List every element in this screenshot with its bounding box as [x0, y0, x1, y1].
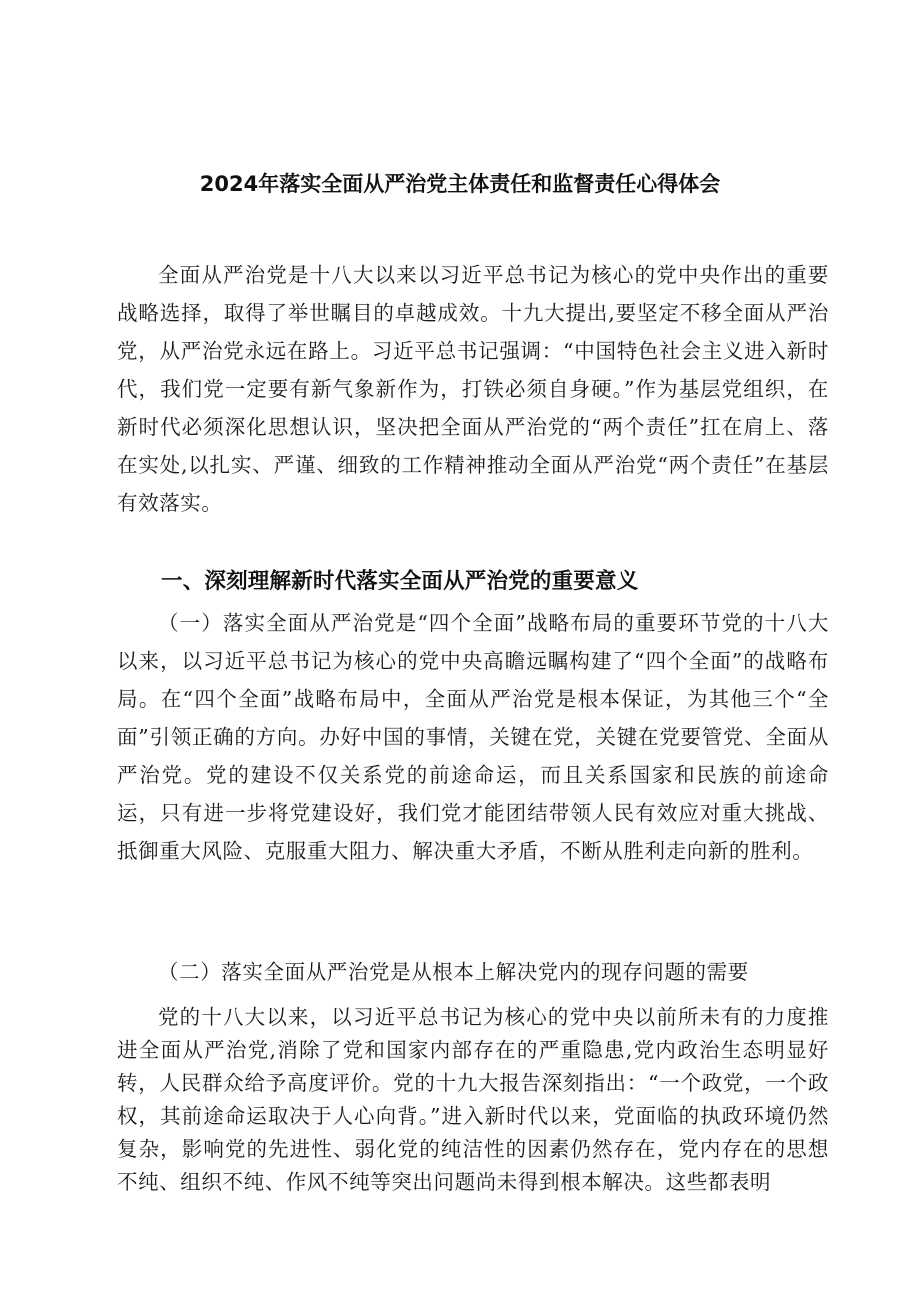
section-heading: 一、深刻理解新时代落实全面从严治党的重要意义 [161, 569, 639, 594]
document-title: 2024年落实全面从严治党主体责任和监督责任心得体会 [199, 172, 721, 196]
section-paragraph: 党的十八大以来，以习近平总书记为核心的党中央以前所未有的力度推进全面从严治党,消除了党和国家内部存在的严重隐患,党内政治生态明显好转，人民群众给予高度评价。党的十九大报告深刻指出：“一个政党，一个政权，其前途命运取决于人心向背。”进入新时代以来，党面临的执政环境仍然复杂，影响党的先进性、弱化党的纯洁性的因素仍然存在，党内存在的思想不纯、组织不纯、作风不纯等突出问题尚未得到根本解决。这些都表明 [117, 1005, 829, 1194]
section-subheading: （二）落实全面从严治党是从根本上解决党内的现存问题的需要 [158, 960, 749, 984]
section-paragraph: （一）落实全面从严治党是“四个全面”战略布局的重要环节党的十八大以来，以习近平总书记为核心的党中央高瞻远瞩构建了“四个全面”的战略布局。在“四个全面”战略布局中，全面从严治党是根本保证，为其他三个“全面”引领正确的方向。办好中国的事情，关键在党，关键在党要管党、全面从严治党。党的建设不仅关系党的前途命运，而且关系国家和民族的前途命运，只有进一步将党建设好，我们党才能团结带领人民有效应对重大挑战、抵御重大风险、克服重大阻力、解决重大矛盾，不断从胜利走向新的胜利。 [117, 611, 829, 863]
intro-paragraph: 全面从严治党是十八大以来以习近平总书记为核心的党中央作出的重要战略选择，取得了举世瞩目的卓越成效。十九大提出,要坚定不移全面从严治党，从严治党永远在路上。习近平总书记强调：“中国特色社会主义进入新时代，我们党一定要有新气象新作为，打铁必须自身硬。”作为基层党组织，在新时代必须深化思想认识，坚决把全面从严治党的“两个责任”扛在肩上、落在实处,以扎实、严谨、细致的工作精神推动全面从严治党“两个责任”在基层有效落实。 [117, 263, 829, 515]
